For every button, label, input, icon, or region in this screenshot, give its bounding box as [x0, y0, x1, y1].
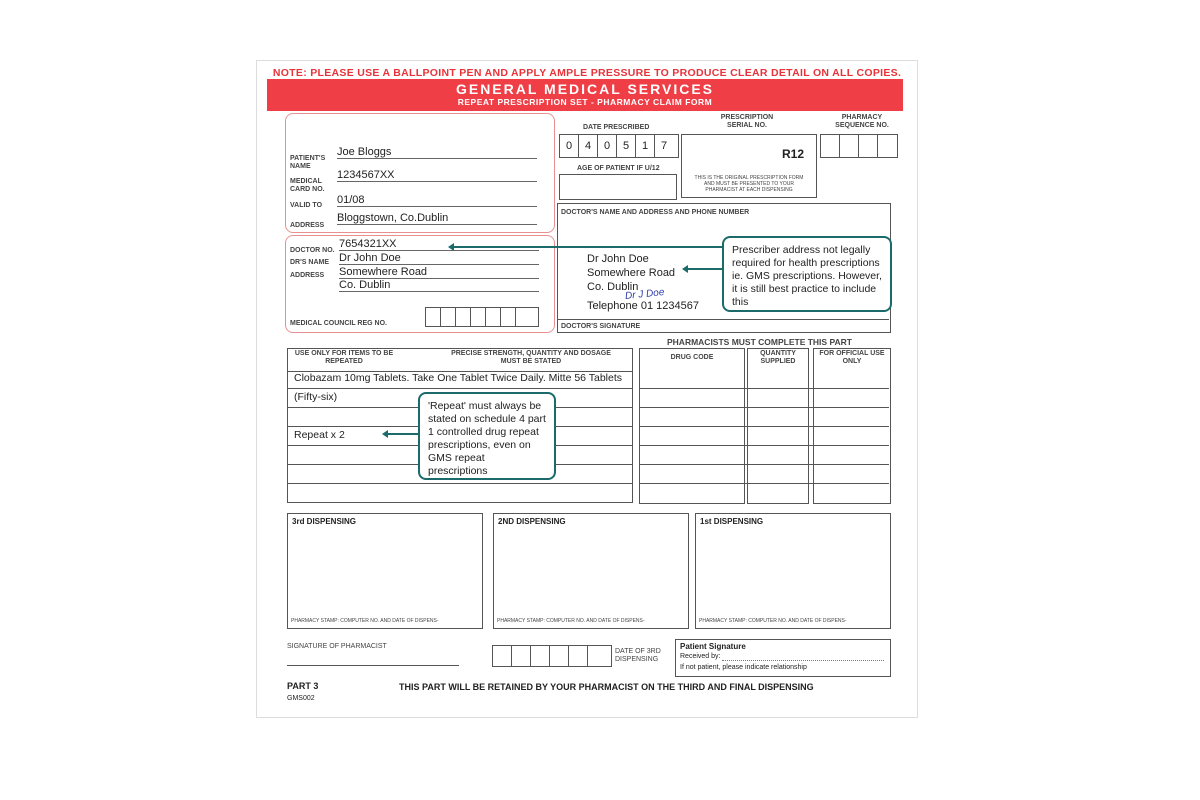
serial-label: PRESCRIPTION SERIAL NO. [720, 114, 774, 129]
prescription-form [256, 60, 918, 718]
council-cell[interactable] [440, 308, 455, 326]
date-digit: 0 [597, 135, 616, 157]
relationship-label: If not patient, please indicate relationship [680, 664, 807, 671]
date3-cell[interactable] [493, 646, 511, 666]
third-dispensing-label: 3rd DISPENSING [292, 517, 357, 526]
date-digit: 5 [616, 135, 635, 157]
items-col2-label: PRECISE STRENGTH, QUANTITY AND DOSAGE MUST BE STATED [451, 350, 611, 365]
date-digit: 1 [635, 135, 654, 157]
repeat-arrowhead [382, 430, 388, 438]
first-dispensing-label: 1st DISPENSING [700, 517, 764, 526]
pharmacist-signature-label: SIGNATURE OF PHARMACIST [287, 643, 387, 650]
medical-card-no[interactable]: 1234567XX [337, 169, 537, 182]
council-cell[interactable] [455, 308, 470, 326]
pharmacist-signature-line[interactable] [287, 665, 459, 666]
doctor-block-label: DOCTOR'S NAME AND ADDRESS AND PHONE NUMBER [561, 209, 750, 216]
received-by-line[interactable] [722, 660, 884, 661]
prescriber-callout: Prescriber address not legally required for health prescriptions ie. GMS prescriptions. However, it is still best practice to include this [722, 236, 892, 312]
council-cell[interactable] [515, 308, 530, 326]
form-subtitle: REPEAT PRESCRIPTION SET - PHARMACY CLAIM FORM [457, 97, 713, 107]
official-label: FOR OFFICIAL USE ONLY [819, 350, 885, 365]
council-cell[interactable] [485, 308, 500, 326]
title-band [267, 79, 903, 111]
card-label: MEDICAL CARD NO. [290, 178, 325, 193]
date-digit: 0 [565, 140, 573, 152]
doctor-signature: Dr J Doe [624, 286, 665, 303]
patient-address-label: ADDRESS [290, 222, 325, 229]
received-by-label: Received by: [680, 653, 721, 660]
doctor-no[interactable]: 7654321XX [339, 238, 539, 251]
valid-label: VALID TO [290, 202, 323, 209]
date-third-label: DATE OF 3RD DISPENSING [615, 648, 661, 663]
items-col1-label: USE ONLY FOR ITEMS TO BE REPEATED [294, 350, 394, 365]
council-cell[interactable] [470, 308, 485, 326]
items-header [287, 348, 633, 372]
third-dispensing-box [287, 513, 483, 629]
item-line: Repeat x 2 [294, 429, 345, 441]
second-dispensing-box [493, 513, 689, 629]
date3-cell[interactable] [530, 646, 549, 666]
prescriber-arrow-2 [686, 268, 722, 270]
item-row[interactable] [287, 484, 633, 503]
council-cell[interactable] [500, 308, 515, 326]
date-digit: 7 [654, 135, 673, 157]
prescriber-arrowhead-2 [682, 265, 688, 273]
doctor-name[interactable]: Dr John Doe [339, 252, 539, 265]
doctor-no-label: DOCTOR NO. [290, 247, 335, 254]
council-reg-no-boxes[interactable] [425, 307, 539, 327]
form-title: GENERAL MEDICAL SERVICES [455, 81, 715, 97]
stamp-label: PHARMACY STAMP: COMPUTER NO. AND DATE OF DISPENS- [497, 618, 645, 624]
date-label: DATE PRESCRIBED [583, 124, 650, 131]
first-dispensing-box [695, 513, 891, 629]
doctor-signature-label: DOCTOR'S SIGNATURE [561, 323, 641, 330]
prescriber-arrow [452, 246, 722, 248]
patient-signature-label: Patient Signature [680, 642, 746, 651]
stamp-label: PHARMACY STAMP: COMPUTER NO. AND DATE OF DISPENS- [291, 618, 439, 624]
date3-cell[interactable] [511, 646, 530, 666]
council-cell[interactable] [426, 308, 440, 326]
serial-number: R12 [781, 147, 804, 161]
patient-name-label: PATIENT'S NAME [290, 155, 326, 170]
date3-cell[interactable] [568, 646, 587, 666]
quantity-label: QUANTITY SUPPLIED [760, 350, 796, 365]
doctor-block-line4: Telephone 01 1234567 [587, 300, 699, 312]
serial-note: THIS IS THE ORIGINAL PRESCRIPTION FORM AND MUST BE PRESENTED TO YOUR PHARMACIST AT EACH DISPENSING [694, 175, 804, 193]
pharmacy-seq-boxes[interactable] [820, 134, 898, 158]
patient-address[interactable]: Bloggstown, Co.Dublin [337, 212, 537, 225]
stamp-label: PHARMACY STAMP: COMPUTER NO. AND DATE OF DISPENS- [699, 618, 847, 624]
age-box[interactable] [559, 174, 677, 200]
date-third-boxes[interactable] [492, 645, 612, 667]
repeat-callout: 'Repeat' must always be stated on schedule 4 part 1 controlled drug repeat prescriptions, even on GMS repeat prescriptions [418, 392, 556, 480]
drug-code-label: DRUG CODE [670, 354, 714, 361]
valid-to[interactable]: 01/08 [337, 194, 537, 207]
date-prescribed[interactable] [559, 134, 679, 158]
seq-cell[interactable] [839, 135, 858, 157]
pharmacist-title: PHARMACISTS MUST COMPLETE THIS PART [667, 337, 852, 347]
pen-note: NOTE: PLEASE USE A BALLPOINT PEN AND APPLY AMPLE PRESSURE TO PRODUCE CLEAR DETAIL ON ALL COPIES. [272, 67, 902, 79]
age-label: AGE OF PATIENT IF U/12 [577, 165, 660, 172]
part-label: PART 3 [287, 681, 319, 691]
signature-divider [557, 319, 889, 320]
serial-box [681, 134, 817, 198]
repeat-arrow [386, 433, 418, 435]
date-digit: 4 [578, 135, 597, 157]
item-line: Clobazam 10mg Tablets. Take One Tablet Twice Daily. Mitte 56 Tablets [294, 372, 623, 384]
doctor-address-1[interactable]: Somewhere Road [339, 266, 539, 279]
doctor-address-2[interactable]: Co. Dublin [339, 279, 539, 292]
form-code: GMS002 [287, 695, 315, 702]
item-row[interactable] [287, 370, 633, 389]
date3-cell[interactable] [549, 646, 568, 666]
second-dispensing-label: 2ND DISPENSING [498, 517, 566, 526]
date3-cell[interactable] [587, 646, 606, 666]
seq-cell[interactable] [858, 135, 877, 157]
pharmacy-seq-label: PHARMACY SEQUENCE NO. [835, 114, 889, 129]
doctor-block-line2: Somewhere Road [587, 267, 676, 279]
prescriber-arrowhead [448, 243, 454, 251]
item-line: (Fifty-six) [294, 391, 338, 403]
patient-signature-box[interactable] [675, 639, 891, 677]
seq-cell[interactable] [821, 135, 839, 157]
doctor-block-line3: Co. Dublin [587, 281, 639, 293]
doctor-name-label: DR'S NAME [290, 259, 329, 266]
pharmacist-grid-lines [639, 370, 889, 502]
council-label: MEDICAL COUNCIL REG NO. [290, 320, 387, 327]
patient-name[interactable]: Joe Bloggs [337, 146, 537, 159]
doctor-address-label: ADDRESS [290, 272, 325, 279]
seq-cell[interactable] [877, 135, 896, 157]
retained-notice: THIS PART WILL BE RETAINED BY YOUR PHARMACIST ON THE THIRD AND FINAL DISPENSING [399, 682, 814, 692]
doctor-block-line1: Dr John Doe [587, 253, 649, 265]
